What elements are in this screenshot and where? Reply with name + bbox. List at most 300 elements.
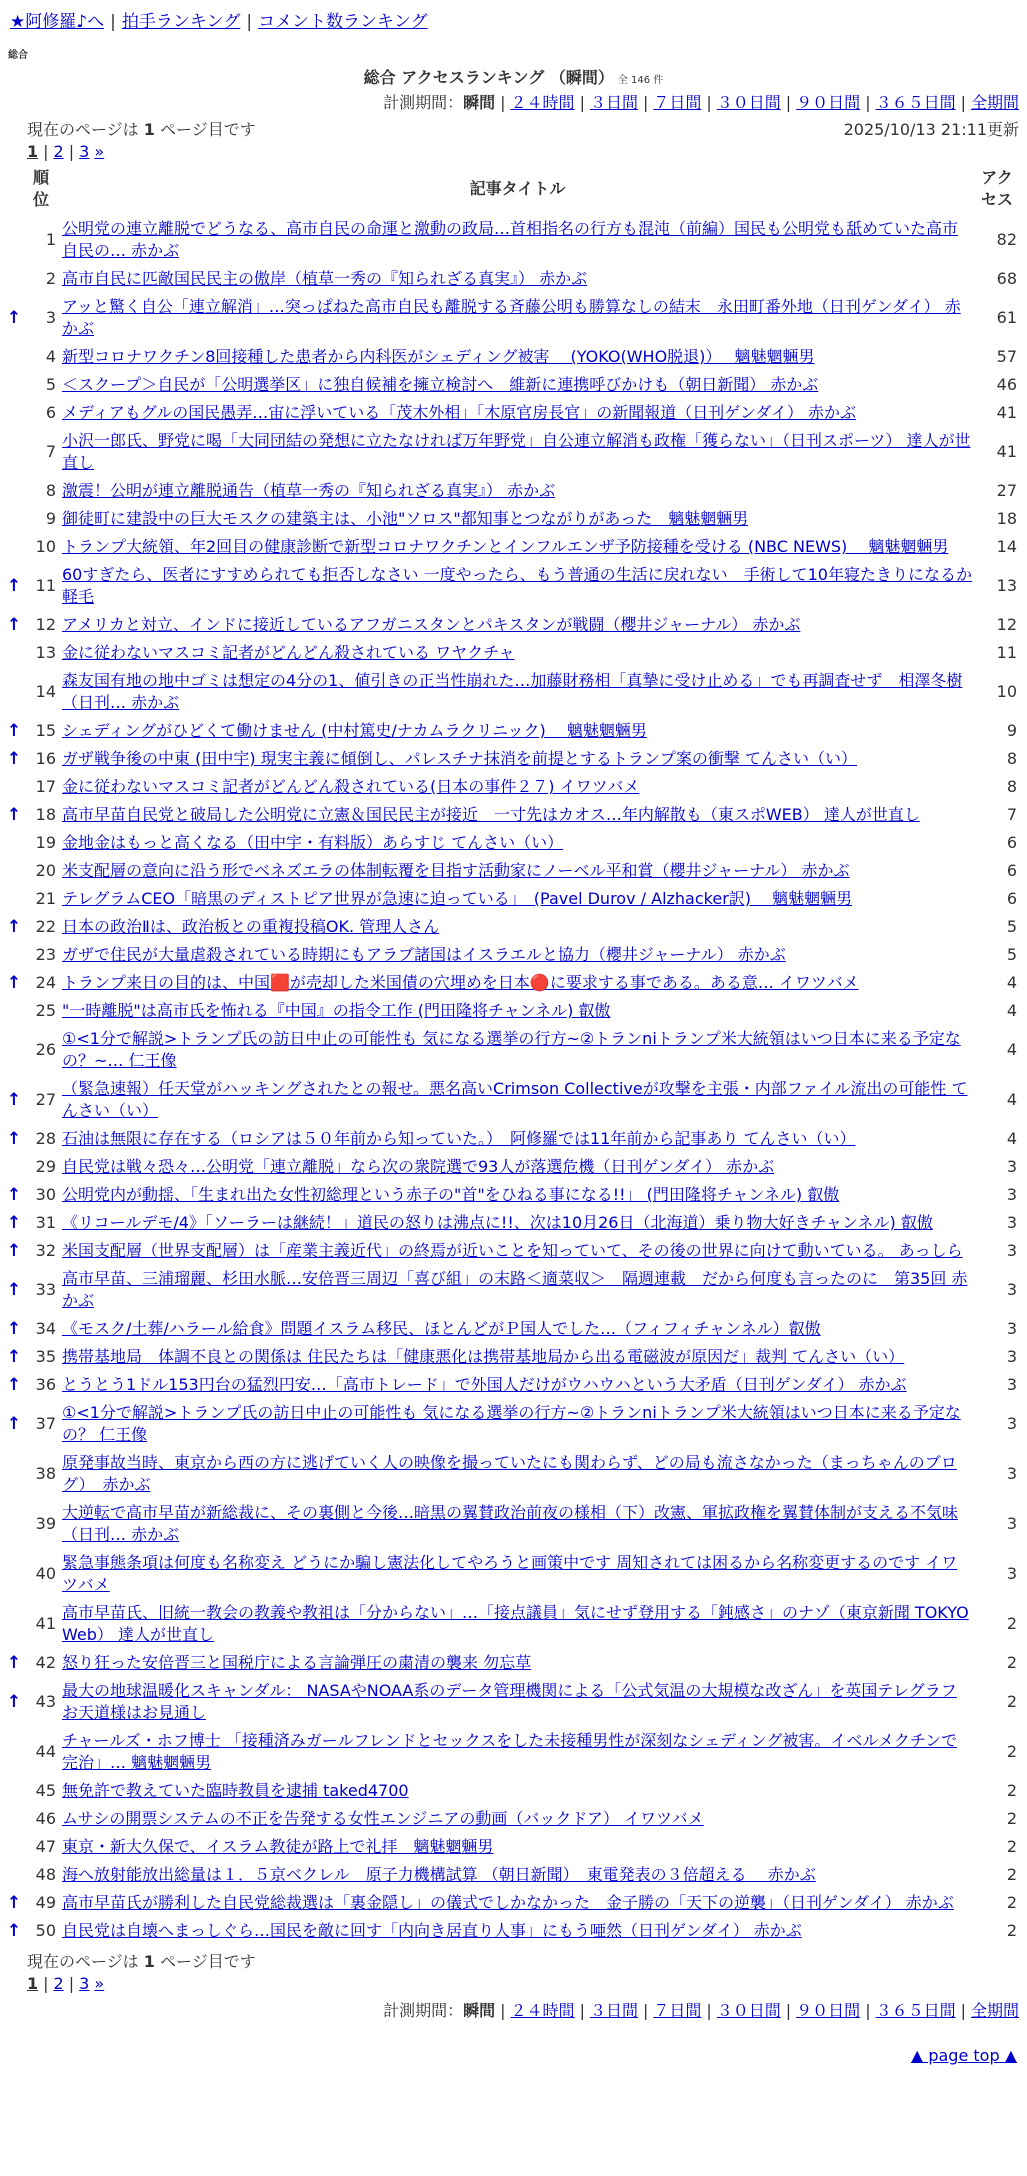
access-count-cell: 3 [1006, 1280, 1017, 1299]
table-row [4, 801, 1023, 829]
access-count-cell: 4 [1006, 1001, 1017, 1020]
article-link[interactable]: 海へ放射能放出総量は１．５京ベクレル 原子力機構試算 （朝日新聞） 東電発表の３倍超える 赤かぶ [62, 1865, 816, 1884]
access-count-cell: 11 [996, 643, 1017, 662]
title-cell [60, 1499, 975, 1549]
rank-cell: 50 [35, 1921, 56, 1940]
article-link[interactable]: 《リコールデモ/4》「ソーラーは継続！」道民の怒りは沸点に!!、次は10月26日（北海道）乗り物大好きチャンネル) 叡傲 [62, 1213, 933, 1232]
access-count-cell: 27 [996, 481, 1017, 500]
rank-up-arrow-icon: ↑ [6, 917, 22, 937]
table-header-row [4, 163, 1023, 215]
page-separator: | [43, 142, 49, 161]
rank-cell: 25 [35, 1001, 56, 1020]
period-link[interactable]: ３６５日間 [875, 93, 956, 112]
rank-cell: 17 [35, 777, 56, 796]
article-link[interactable]: 高市早苗自民党と破局した公明党に立憲＆国民民主が接近 一寸先はカオス…年内解散も（東スポWEB） 達人が世直し [62, 805, 920, 824]
period-link[interactable]: ９０日間 [796, 2001, 861, 2020]
rank-up-arrow-icon: ↑ [6, 1347, 22, 1367]
title-cell [60, 371, 975, 399]
table-row [4, 1075, 1023, 1125]
article-link[interactable]: 携帯基地局 体調不良との関係は 住民たちは「健康悪化は携帯基地局から出る電磁波が原因だ」裁判 てんさい（い） [62, 1347, 905, 1366]
article-link[interactable]: メディアもグルの国民愚弄…宙に浮いている「茂木外相」「木原官房長官」の新聞報道（日刊ゲンダイ） 赤かぶ [62, 403, 857, 422]
article-link[interactable]: 日本の政治Ⅱは、政治板との重複投稿OK. 管理人さん [62, 917, 440, 936]
access-count-cell: 3 [1006, 1564, 1017, 1583]
rank-cell: 26 [35, 1040, 56, 1059]
top-nav [0, 0, 1027, 34]
article-link[interactable]: 新型コロナワクチン8回接種した患者から内科医がシェディング被害 (YOKO(WHO脱退)） 魑魅魍魎男 [62, 347, 815, 366]
rank-cell: 18 [35, 805, 56, 824]
article-link[interactable]: チャールズ・ホフ博士 「接種済みガールフレンドとセックスをした未接種男性が深刻なシェディング被害。イベルメクチンで完治」… 魑魅魍魎男 [62, 1731, 958, 1772]
access-count-cell: 4 [1006, 1129, 1017, 1148]
access-count-cell: 2 [1006, 1781, 1017, 1800]
rank-cell: 31 [35, 1213, 56, 1232]
access-count-cell: 2 [1006, 1837, 1017, 1856]
article-link[interactable]: 米支配層の意向に沿う形でベネズエラの体制転覆を目指す活動家にノーベル平和賞（櫻井ジャーナル） 赤かぶ [62, 861, 850, 880]
table-row [4, 215, 1023, 265]
period-separator: | [579, 2001, 585, 2020]
access-count-cell: 18 [996, 509, 1017, 528]
rank-cell: 39 [35, 1514, 56, 1533]
table-row [4, 639, 1023, 667]
article-link[interactable]: シェディングがひどくて働けません (中村篤史/ナカムラクリニック) 魑魅魍魎男 [62, 721, 647, 740]
rank-up-arrow-icon: ↑ [6, 576, 22, 596]
rank-cell: 9 [45, 509, 56, 528]
article-link[interactable]: 無免許で教えていた臨時教員を逮捕 taked4700 [62, 1781, 409, 1800]
table-row [4, 1649, 1023, 1677]
rank-cell: 47 [35, 1837, 56, 1856]
article-link[interactable]: トランプ来日の目的は、中国🟥が売却した米国債の穴埋めを日本🔴に要求する事である。ある意… イワツバメ [62, 973, 859, 992]
rank-cell: 13 [35, 643, 56, 662]
title-cell [60, 829, 975, 857]
title-cell [60, 265, 975, 293]
rank-cell: 35 [35, 1347, 56, 1366]
access-count-cell: 2 [1006, 1692, 1017, 1711]
title-cell [60, 1075, 975, 1125]
access-count-cell: 46 [996, 375, 1017, 394]
period-selector-bottom [0, 1999, 1027, 2023]
table-row [4, 857, 1023, 885]
article-link[interactable]: 自民党は自壊へまっしぐら…国民を敵に回す「内向き居直り人事」にもう唖然（日刊ゲンダイ） 赤かぶ [62, 1921, 802, 1940]
period-separator: | [785, 2001, 792, 2020]
access-header: アクセス [980, 168, 1013, 209]
ranking-table [4, 163, 1023, 1945]
title-cell [60, 1125, 975, 1153]
title-cell [60, 667, 975, 717]
title-cell [60, 1917, 975, 1945]
title-cell [60, 1449, 975, 1499]
access-count-cell: 2 [1006, 1742, 1017, 1761]
rank-up-arrow-icon: ↑ [6, 1213, 22, 1233]
access-count-cell: 41 [996, 403, 1017, 422]
rank-cell: 45 [35, 1781, 56, 1800]
table-row [4, 717, 1023, 745]
page-current: 1 [27, 1974, 39, 1993]
access-count-cell: 6 [1006, 833, 1017, 852]
period-separator: | [642, 2001, 649, 2020]
access-count-cell: 57 [996, 347, 1017, 366]
period-link[interactable]: 全期間 [970, 93, 1019, 112]
access-count-cell: 3 [1006, 1241, 1017, 1260]
title-cell [60, 941, 975, 969]
rank-cell: 21 [35, 889, 56, 908]
rank-cell: 38 [35, 1464, 56, 1483]
period-link[interactable]: ３０日間 [716, 2001, 781, 2020]
title-cell [60, 773, 975, 801]
access-count-cell: 2 [1006, 1893, 1017, 1912]
title-cell [60, 1209, 975, 1237]
rank-cell: 41 [35, 1614, 56, 1633]
access-count-cell: 2 [1006, 1865, 1017, 1884]
table-row [4, 829, 1023, 857]
table-row [4, 1209, 1023, 1237]
article-link[interactable]: テレグラムCEO「暗黒のディストピア世界が急速に迫っている」 (Pavel Durov / Alzhacker訳) 魑魅魍魎男 [62, 889, 853, 908]
table-row [4, 913, 1023, 941]
item-count: 全 146 件 [617, 75, 664, 86]
title-cell [60, 427, 975, 477]
rank-cell: 46 [35, 1809, 56, 1828]
table-row [4, 1265, 1023, 1315]
table-row [4, 371, 1023, 399]
article-link[interactable]: 石油は無限に存在する（ロシアは５０年前から知っていた。） 阿修羅では11年前から記事あり てんさい（い） [62, 1129, 856, 1148]
title-cell [60, 745, 975, 773]
next-page-link[interactable]: » [94, 1974, 105, 1993]
period-separator: | [706, 93, 712, 112]
period-label: 計測期間： [383, 93, 464, 112]
access-count-cell: 3 [1006, 1464, 1017, 1483]
table-row [4, 1315, 1023, 1343]
article-link[interactable]: 最大の地球温暖化スキャンダル： NASAやNOAA系のデータ管理機関による「公式気温の大規模な改ざん」を英国テレグラフ お天道様はお見通し [62, 1681, 957, 1722]
rank-cell: 2 [45, 269, 56, 288]
period-link[interactable]: 全期間 [970, 2001, 1019, 2020]
table-row [4, 1399, 1023, 1449]
rank-cell: 11 [35, 576, 56, 595]
title-cell [60, 969, 975, 997]
section-label: 総合 [8, 50, 28, 61]
period-current: 瞬間 [463, 93, 496, 112]
access-count-cell: 61 [996, 308, 1017, 327]
period-link[interactable]: ３０日間 [716, 93, 781, 112]
title-cell [60, 1549, 975, 1599]
rank-cell: 20 [35, 861, 56, 880]
article-link[interactable]: 金に従わないマスコミ記者がどんどん殺されている ワヤクチャ [62, 643, 515, 662]
access-count-cell: 5 [1006, 945, 1017, 964]
access-count-cell: 2 [1006, 1809, 1017, 1828]
article-link[interactable]: アメリカと対立、インドに接近しているアフガニスタンとパキスタンが戦闘（櫻井ジャーナル） 赤かぶ [62, 615, 801, 634]
updated-timestamp: 2025/10/13 21:11更新 [843, 120, 1019, 139]
rank-up-arrow-icon: ↑ [6, 1319, 22, 1339]
table-row [4, 1805, 1023, 1833]
article-link[interactable]: 《モスク/土葬/ハラール給食》問題イスラム移民、ほとんどがＰ国人でした…（フィフィチャンネル）叡傲 [62, 1319, 821, 1338]
access-count-cell: 7 [1006, 805, 1017, 824]
article-link[interactable]: アッと驚く自公「連立解消」…突っぱねた高市自民も離脱する斉藤公明も勝算なしの結末 永田町番外地（日刊ゲンダイ） 赤かぶ [62, 297, 961, 338]
table-row [4, 667, 1023, 717]
comment-ranking-link[interactable]: コメント数ランキング [258, 12, 428, 32]
rank-up-arrow-icon: ↑ [6, 1414, 22, 1434]
access-count-cell: 10 [996, 682, 1017, 701]
article-link[interactable]: 怒り狂った安倍晋三と国税庁による言論弾圧の粛清の襲来 勿忘草 [62, 1653, 532, 1672]
page-link[interactable]: 2 [53, 1974, 64, 1993]
article-link[interactable]: 金に従わないマスコミ記者がどんどん殺されている(日本の事件２７) イワツバメ [62, 777, 640, 796]
access-count-cell: 3 [1006, 1347, 1017, 1366]
access-count-cell: 13 [996, 576, 1017, 595]
article-link[interactable]: 原発事故当時、東京から西の方に逃げていく人の映像を撮っていたにも関わらず、どの局も流さなかった（まっちゃんのブログ） 赤かぶ [62, 1453, 957, 1494]
page-separator: | [43, 1974, 49, 1993]
title-cell [60, 533, 975, 561]
page-link[interactable]: 2 [53, 142, 64, 161]
table-row [4, 611, 1023, 639]
table-row [4, 941, 1023, 969]
title-cell [60, 1025, 975, 1075]
article-link[interactable]: ムサシの開票システムの不正を告発する女性エンジニアの動画（バックドア） イワツバメ [62, 1809, 704, 1828]
access-count-cell: 6 [1006, 861, 1017, 880]
table-row [4, 561, 1023, 611]
period-link[interactable]: ２４時間 [510, 2001, 575, 2020]
access-count-cell: 4 [1006, 973, 1017, 992]
title-cell [60, 1861, 975, 1889]
rank-cell: 28 [35, 1129, 56, 1148]
period-separator: | [579, 93, 585, 112]
rank-up-arrow-icon: ↑ [6, 1241, 22, 1261]
next-page-link[interactable]: » [94, 142, 105, 161]
rank-cell: 16 [35, 749, 56, 768]
title-cell [60, 913, 975, 941]
page-link[interactable]: 3 [79, 142, 90, 161]
rank-up-arrow-icon: ↑ [6, 973, 22, 993]
title-cell [60, 505, 975, 533]
table-row [4, 1677, 1023, 1727]
period-link[interactable]: ２４時間 [510, 93, 575, 112]
title-cell [60, 1833, 975, 1861]
page-top-link[interactable]: ▲ page top ▲ [910, 2046, 1017, 2065]
period-label: 計測期間： [383, 2001, 464, 2020]
rank-up-arrow-icon: ↑ [6, 1375, 22, 1395]
access-count-cell: 8 [1006, 749, 1017, 768]
rank-cell: 44 [35, 1742, 56, 1761]
table-row [4, 1599, 1023, 1649]
table-row [4, 1861, 1023, 1889]
home-link[interactable]: ★阿修羅♪へ [10, 12, 105, 32]
period-separator: | [500, 2001, 506, 2020]
title-header: 記事タイトル [469, 179, 566, 198]
title-cell [60, 1727, 975, 1777]
period-link[interactable]: ３６５日間 [875, 2001, 956, 2020]
article-link[interactable]: 小沢一郎氏、野党に喝「大同団結の発想に立たなければ万年野党」自公連立解消も政権「獲らない」（日刊スポーツ） 達人が世直し [62, 431, 971, 472]
page-title [0, 68, 1027, 91]
access-count-cell: 41 [996, 442, 1017, 461]
rank-cell: 5 [45, 375, 56, 394]
period-link[interactable]: ７日間 [653, 93, 702, 112]
article-link[interactable]: 東京・新大久保で、イスラム教徒が路上で礼拝 魑魅魍魎男 [62, 1837, 494, 1856]
rank-cell: 19 [35, 833, 56, 852]
access-count-cell: 3 [1006, 1375, 1017, 1394]
table-row [4, 1499, 1023, 1549]
rank-cell: 22 [35, 917, 56, 936]
rank-cell: 34 [35, 1319, 56, 1338]
period-link[interactable]: ９０日間 [796, 93, 861, 112]
article-link[interactable]: トランプ大統領、年2回目の健康診断で新型コロナワクチンとインフルエンザ予防接種を受ける (NBC NEWS) 魑魅魍魎男 [62, 537, 949, 556]
rank-cell: 1 [45, 230, 56, 249]
article-link[interactable]: 激震！公明が連立離脱通告（植草一秀の『知られざる真実』） 赤かぶ [62, 481, 556, 500]
table-row [4, 885, 1023, 913]
article-link[interactable]: 高市自民に匹敵国民民主の傲岸（植草一秀の『知られざる真実』） 赤かぶ [62, 269, 588, 288]
access-count-cell: 8 [1006, 777, 1017, 796]
period-link[interactable]: ３日間 [589, 2001, 638, 2020]
rank-up-arrow-icon: ↑ [6, 1653, 22, 1673]
rank-up-arrow-icon: ↑ [6, 1129, 22, 1149]
table-row [4, 1371, 1023, 1399]
rank-cell: 48 [35, 1865, 56, 1884]
article-link[interactable]: （緊急速報）任天堂がハッキングされたとの報せ。悪名高いCrimson Collectiveが攻撃を主張・内部ファイル流出の可能性 てんさい（い） [62, 1079, 968, 1120]
title-cell [60, 717, 975, 745]
page-info-bar [0, 119, 1027, 141]
article-link[interactable]: 自民党は戦々恐々…公明党「連立離脱」なら次の衆院選で93人が落選危機（日刊ゲンダイ） 赤かぶ [62, 1157, 775, 1176]
access-count-cell: 82 [996, 230, 1017, 249]
pagination [0, 141, 1027, 163]
rank-cell: 4 [45, 347, 56, 366]
page-separator: | [68, 1974, 75, 1993]
rank-cell: 42 [35, 1653, 56, 1672]
title-cell [60, 1599, 975, 1649]
article-link[interactable]: 高市早苗氏が勝利した自民党総裁選は「裏金隠し」の儀式でしかなかった 金子勝の「天下の逆襲」（日刊ゲンダイ） 赤かぶ [62, 1893, 954, 1912]
table-row [4, 1549, 1023, 1599]
page-link[interactable]: 3 [79, 1974, 90, 1993]
nav-separator: | [110, 12, 116, 32]
table-row [4, 1343, 1023, 1371]
access-count-cell: 3 [1006, 1514, 1017, 1533]
article-link[interactable]: "一時離脱"は高市氏を怖れる『中国』の指令工作 (門田隆将チャンネル) 叡傲 [62, 1001, 611, 1020]
table-row [4, 1181, 1023, 1209]
period-current: 瞬間 [463, 2001, 496, 2020]
period-separator: | [960, 93, 966, 112]
title-cell [60, 477, 975, 505]
title-cell [60, 1265, 975, 1315]
rank-up-arrow-icon: ↑ [6, 1090, 22, 1110]
article-link[interactable]: とうとう1ドル153円台の猛烈円安…「高市トレード」で外国人だけがウハウハという大矛盾（日刊ゲンダイ） 赤かぶ [62, 1375, 907, 1394]
rank-cell: 23 [35, 945, 56, 964]
table-row [4, 1777, 1023, 1805]
access-count-cell: 9 [1006, 721, 1017, 740]
title-cell [60, 561, 975, 611]
access-count-cell: 3 [1006, 1157, 1017, 1176]
page-current: 1 [27, 142, 39, 161]
access-count-cell: 68 [996, 269, 1017, 288]
article-link[interactable]: ＜スクープ＞自民が「公明選挙区」に独自候補を擁立検討へ 維新に連携呼びかけも（朝日新聞） 赤かぶ [62, 375, 819, 394]
article-link[interactable]: ①<1分で解説>トランプ氏の訪日中止の可能性も 気になる選挙の行方~②トランniトランプ米大統領はいつ日本に来る予定なの？ 仁王像 [62, 1403, 961, 1444]
title-cell [60, 343, 975, 371]
table-row [4, 343, 1023, 371]
pagination-bottom [0, 1973, 1027, 1995]
title-cell [60, 1181, 975, 1209]
rank-cell: 24 [35, 973, 56, 992]
article-link[interactable]: 森友国有地の地中ゴミは想定の4分の1、値引きの正当性崩れた…加藤財務相「真摯に受け止める」でも再調査せず 相澤冬樹（日刊… 赤かぶ [62, 671, 963, 712]
nav-separator: | [246, 12, 253, 32]
title-cell [60, 293, 975, 343]
rank-cell: 33 [35, 1280, 56, 1299]
article-link[interactable]: 金地金はもっと高くなる（田中宇・有料版）あらすじ てんさい（い） [62, 833, 564, 852]
table-row [4, 533, 1023, 561]
title-cell [60, 1237, 975, 1265]
rank-cell: 10 [35, 537, 56, 556]
article-link[interactable]: 60すぎたら、医者にすすめられても拒否しなさい 一度やったら、もう普通の生活に戻れない 手術して10年寝たきりになるか軽毛 [62, 565, 972, 606]
table-row [4, 1025, 1023, 1075]
article-link[interactable]: 御徒町に建設中の巨大モスクの建築主は、小池"ソロス"都知事とつながりがあった 魑魅魍魎男 [62, 509, 749, 528]
rank-cell: 49 [35, 1893, 56, 1912]
rank-cell: 30 [35, 1185, 56, 1204]
access-count-cell: 3 [1006, 1213, 1017, 1232]
table-row [4, 1125, 1023, 1153]
access-count-cell: 3 [1006, 1319, 1017, 1338]
rank-cell: 43 [35, 1692, 56, 1711]
rank-cell: 40 [35, 1564, 56, 1583]
article-link[interactable]: ガザで住民が大量虐殺されている時期にもアラブ諸国はイスラエルと協力（櫻井ジャーナル） 赤かぶ [62, 945, 786, 964]
rank-cell: 7 [45, 442, 56, 461]
title-cell [60, 885, 975, 913]
period-separator: | [865, 2001, 871, 2020]
access-count-cell: 3 [1006, 1185, 1017, 1204]
period-selector [0, 91, 1027, 115]
rank-up-arrow-icon: ↑ [6, 308, 22, 328]
rank-cell: 32 [35, 1241, 56, 1260]
rank-cell: 27 [35, 1090, 56, 1109]
rank-up-arrow-icon: ↑ [6, 1692, 22, 1712]
table-row [4, 265, 1023, 293]
table-row [4, 745, 1023, 773]
period-separator: | [865, 93, 871, 112]
title-cell [60, 1777, 975, 1805]
rank-header: 順位 [32, 168, 49, 209]
title-cell [60, 1153, 975, 1181]
title-cell [60, 801, 975, 829]
table-row [4, 1833, 1023, 1861]
article-link[interactable]: 緊急事態条項は何度も名称変え どうにか騙し憲法化してやろうと画策中です 周知されては困るから名称変更するのです イワツバメ [62, 1553, 958, 1594]
rank-up-arrow-icon: ↑ [6, 805, 22, 825]
access-count-cell: 5 [1006, 917, 1017, 936]
period-separator: | [785, 93, 792, 112]
table-row [4, 1449, 1023, 1499]
article-link[interactable]: 米国支配層（世界支配層）は「産業主義近代」の終焉が近いことを知っていて、その後の世界に向けて動いている。 あっしら [62, 1241, 963, 1260]
table-row [4, 1727, 1023, 1777]
table-row [4, 1237, 1023, 1265]
access-count-cell: 4 [1006, 1040, 1017, 1059]
period-link[interactable]: ７日間 [653, 2001, 702, 2020]
page-top [0, 2045, 1027, 2067]
article-link[interactable]: ①<1分で解説>トランプ氏の訪日中止の可能性も 気になる選挙の行方~②トランniトランプ米大統領はいつ日本に来る予定なの？~… 仁王像 [62, 1029, 961, 1070]
rank-up-arrow-icon: ↑ [6, 1893, 22, 1913]
title-cell [60, 1399, 975, 1449]
table-row [4, 969, 1023, 997]
period-separator: | [500, 93, 506, 112]
period-link[interactable]: ３日間 [589, 93, 638, 112]
article-link[interactable]: 公明党の連立離脱でどうなる、高市自民の命運と激動の政局…首相指名の行方も混沌（前編）国民も公明党も舐めていた高市自民の… 赤かぶ [62, 219, 959, 260]
article-link[interactable]: 高市早苗、三浦瑠麗、杉田水脈…安倍晋三周辺「喜び組」の末路＜適菜収＞ 隔週連載 だから何度も言ったのに 第35回 赤かぶ [62, 1269, 968, 1310]
period-separator: | [642, 93, 649, 112]
title-cell [60, 1371, 975, 1399]
rank-cell: 36 [35, 1375, 56, 1394]
article-link[interactable]: 高市早苗氏、旧統一教会の教義や教祖は「分からない」…「接点議員」気にせず登用する「鈍感さ」のナゾ（東京新聞 TOKYO Web） 達人が世直し [62, 1603, 969, 1644]
table-row [4, 427, 1023, 477]
title-cell [60, 997, 975, 1025]
access-count-cell: 2 [1006, 1614, 1017, 1633]
rank-up-arrow-icon: ↑ [6, 615, 22, 635]
table-row [4, 505, 1023, 533]
article-link[interactable]: ガザ戦争後の中東 (田中宇) 現実主義に傾倒し、パレスチナ抹消を前提とするトランプ案の衝撃 てんさい（い） [62, 749, 857, 768]
current-page-text-bottom: 現在のページは 1 ページ目です [27, 1952, 256, 1971]
article-link[interactable]: 大逆転で高市早苗が新総裁に、その裏側と今後…暗黒の翼賛政治前夜の様相（下）改憲、軍拡政権を翼賛体制が支える不気味（日刊… 赤かぶ [62, 1503, 959, 1544]
clap-ranking-link[interactable]: 拍手ランキング [121, 12, 241, 32]
access-count-cell: 14 [996, 537, 1017, 556]
rank-cell: 12 [35, 615, 56, 634]
title-cell [60, 1315, 975, 1343]
article-link[interactable]: 公明党内が動揺、「生まれ出た女性初総理という赤子の"首"をひねる事になる!!」 (門田隆将チャンネル) 叡傲 [62, 1185, 840, 1204]
